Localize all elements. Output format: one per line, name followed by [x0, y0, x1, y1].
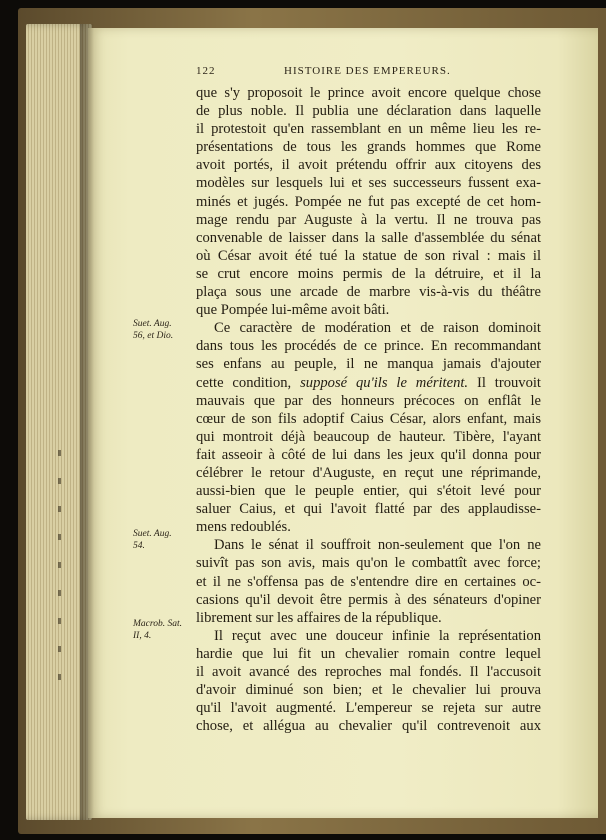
text-line: modèles sur lesquels lui et ses successeurs fussent exa-	[196, 175, 541, 192]
text-line: aussi-bien que le peuple entier, qui s'étoit levé pour	[196, 483, 541, 500]
text-line: il avoit avancé des reproches mal fondés. Il l'accusoit	[196, 664, 541, 680]
text-line: et il ne s'offensa pas de s'entendre dire en certaines oc-	[196, 573, 541, 590]
margin-note-line: Suet. Aug.	[133, 529, 172, 539]
text-line: se crut encore moins permis de la détruire, et il la	[196, 265, 541, 282]
margin-note-line: 56, et Dio.	[133, 330, 174, 341]
text-line: qu'il l'avoit augmenté. L'empereur se rejeta sur autre	[196, 700, 541, 717]
page-number: 122	[196, 65, 216, 77]
text-fragment: cette condition,	[196, 374, 301, 391]
text-line: minés et jugés. Pompée ne fut pas excepté de cet hom-	[196, 193, 541, 210]
text-line: que s'y proposoit le prince avoit encore quelque chose	[196, 85, 541, 101]
text-line: saluer Caius, et qui l'avoit flatté par des applaudisse-	[196, 501, 541, 518]
italic-quote: supposé qu'ils le méritent.	[300, 374, 469, 391]
margin-note-line: 54.	[133, 540, 145, 551]
text-line: suivît pas son avis, mais qu'on le combattît avec force;	[196, 555, 541, 572]
text-line: présentations de tous les grands hommes que Rome	[196, 139, 541, 156]
text-line: chose, et allégua au chevalier qu'il contrevenoit aux	[196, 718, 541, 735]
text-line: Il reçut avec une douceur infinie la représentation	[214, 627, 541, 644]
text-line: d'avoir diminué son bien; et le chevalier lui prouva	[196, 682, 541, 699]
text-line: ses enfans au peuple, il ne manqua jamais d'ajouter	[196, 356, 541, 373]
text-line: où César avoit été tué la statue de son rival : mais il	[196, 247, 541, 264]
text-line: casions qu'il devoit être permis à des sénateurs d'opiner	[196, 591, 541, 608]
gutter-shadow	[80, 24, 94, 820]
body-text	[196, 84, 541, 735]
text-line: cœur de son fils adoptif Caius César, alors enfant, mais	[196, 410, 541, 427]
margin-note-line: Suet. Aug.	[133, 319, 172, 329]
text-line: dans tous les procédés de ce prince. En recommandant	[196, 338, 541, 355]
running-title: HISTOIRE DES EMPEREURS.	[284, 65, 451, 77]
text-line: Dans le sénat il souffroit non-seulement que l'on ne	[214, 537, 541, 554]
text-line: que Pompée lui-même avoit bâti.	[196, 302, 390, 319]
margin-note-line: II, 4.	[133, 630, 152, 641]
text-line: qui montroit déjà beaucoup de hauteur. Tibère, l'ayant	[196, 428, 541, 445]
text-line: de plus noble. Il publia une déclaration dans laquelle	[196, 103, 541, 120]
text-line: mage rendu par Auguste à la vertu. Il ne trouva pas	[196, 211, 541, 228]
margin-note-suetonius	[133, 529, 193, 552]
text-line: mauvais que par des honneurs précoces on enflât le	[196, 392, 541, 409]
text-line: hardie que lui fit un chevalier romain contre lequel	[196, 645, 541, 662]
margin-note-suetonius-dio	[133, 319, 193, 342]
text-line: avoit portés, il avoit prétendu offrir aux citoyens des	[196, 157, 541, 174]
text-line: mens redoublés.	[196, 519, 291, 536]
text-line: convenable de laisser dans la salle d'assemblée du sénat	[196, 229, 541, 246]
text-line: fait asseoir à côté de lui dans les jeux qu'il donna pour	[196, 446, 541, 463]
edge-marks	[58, 450, 64, 730]
text-line-with-italic	[196, 374, 541, 392]
text-fragment: Il trouvoit	[468, 374, 541, 391]
text-line: célébrer le retour d'Auguste, en reçut une réprimande,	[196, 464, 541, 481]
margin-note-macrobius	[133, 619, 193, 642]
text-line: librement sur les affaires de la république.	[196, 609, 442, 626]
text-line: il protestoit qu'en rassemblant en un même lieu les re-	[196, 121, 541, 138]
running-head	[196, 65, 526, 79]
text-line: Ce caractère de modération et de raison dominoit	[214, 320, 541, 337]
text-line: plaça sous une arcade de marbre vis-à-vis du théâtre	[196, 284, 541, 301]
margin-note-line: Macrob. Sat.	[133, 619, 182, 629]
